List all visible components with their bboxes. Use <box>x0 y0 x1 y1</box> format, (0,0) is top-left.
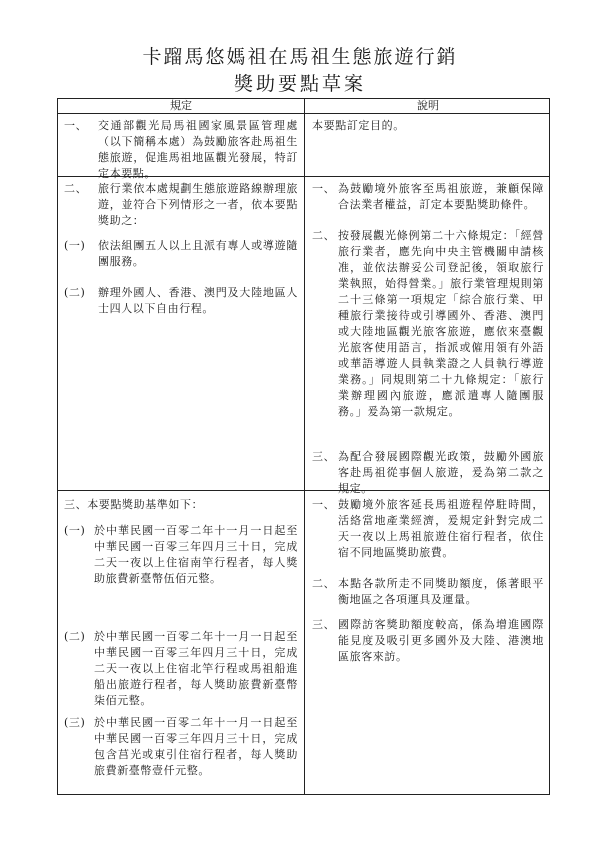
item-text: 辦理外國人、香港、澳門及大陸地區人士四人以下自由行程。 <box>98 286 298 315</box>
point-number: 三、 <box>312 618 336 631</box>
point-text: 本點各款所走不同獎助額度，係著眼平衡地區之各項運具及運量。 <box>338 577 544 606</box>
article-text: 交通部觀光局馬祖國家風景區管理處（以下簡稱本處）為鼓勵旅客赴馬祖生態旅遊，促進馬祖地區觀光發展，特訂定本要點。 <box>98 119 298 180</box>
item-text: 於中華民國一百零二年十一月一日起至中華民國一百零三年四月三十日，完成包含莒光或東引住宿行程者，每人獎助旅費新臺幣壹仟元整。 <box>94 716 298 777</box>
header-divider <box>58 113 549 114</box>
point-text: 為鼓勵境外旅客至馬祖旅遊，兼顧保障合法業者權益，訂定本要點獎助條件。 <box>338 182 544 211</box>
article-3 <box>64 497 298 513</box>
explanation-2-point-2 <box>312 228 544 420</box>
article-number: 二、 <box>64 182 88 195</box>
point-text: 為配合發展國際觀光政策，鼓勵外國旅客赴馬祖從事個人旅遊，爰為第二款之規定。 <box>338 450 544 495</box>
explanation-2-point-3 <box>312 449 544 497</box>
item-number: (三) <box>64 716 86 729</box>
item-number: (二) <box>64 630 86 643</box>
point-number: 二、 <box>312 229 336 242</box>
item-number: (一) <box>64 239 86 252</box>
point-number: 三、 <box>312 450 336 463</box>
header-regulation: 規定 <box>170 99 192 112</box>
item-number: (一) <box>64 524 86 537</box>
point-text: 按發展觀光條例第二十六條規定：「經營旅行業者，應先向中央主管機關申請核准，並依法辦妥公司登記後，領取旅行業執照，始得營業。」旅行業管理規則第二十三條第一項規定「綜合旅行業、甲種旅行業接待或引導國外、香港、澳門或大陸地區觀光旅客旅遊，應依來臺觀光旅客使用語言，指派或僱用領有外語或華語導遊人員執業證之人員執行導遊業務。」同規則第二十九條規定：「旅行業辦理國內旅遊，應派遣專人隨團服務。」爰為第一款規定。 <box>338 229 544 418</box>
article-text: 旅行業依本處規劃生態旅遊路線辦理旅遊，並符合下列情形之一者，依本要點獎助之： <box>98 182 298 227</box>
explanation-1 <box>312 118 544 134</box>
regulation-table <box>57 98 550 795</box>
point-number: 一、 <box>312 498 336 511</box>
point-text: 鼓勵境外旅客延長馬祖遊程停駐時間，活絡當地產業經濟，爰規定針對完成二天一夜以上馬祖旅遊住宿行程者，依住宿不同地區獎助旅費。 <box>338 498 544 559</box>
point-text: 國際訪客獎助額度較高，係為增進國際能見度及吸引更多國外及大陸、港澳地區旅客來訪。 <box>338 618 544 663</box>
article-number: 三、 <box>64 498 88 511</box>
article-3-item-1 <box>64 523 298 587</box>
article-text <box>64 497 298 513</box>
article-2-item-1 <box>64 238 298 270</box>
column-divider <box>304 99 305 794</box>
article-1 <box>64 118 298 182</box>
item-text: 於中華民國一百零二年十一月一日起至中華民國一百零三年四月三十日，完成二天一夜以上住宿南竿行程者，每人獎助旅費新臺幣伍佰元整。 <box>94 524 298 585</box>
explanation-3-point-2 <box>312 576 544 608</box>
explanation-3-point-1 <box>312 497 544 561</box>
article-2-item-2 <box>64 285 298 317</box>
explanation-2-point-1 <box>312 181 544 213</box>
article-2 <box>64 181 298 229</box>
point-number: 一、 <box>312 182 336 195</box>
item-number: (二) <box>64 286 86 299</box>
article-3-item-2 <box>64 629 298 709</box>
document-subtitle: 獎助要點草案 <box>233 73 366 95</box>
document-title: 卡蹓馬悠媽祖在馬祖生態旅遊行銷 <box>142 46 458 68</box>
explanation-3-point-3 <box>312 617 544 665</box>
header-explanation: 說明 <box>417 99 439 112</box>
item-text: 於中華民國一百零二年十一月一日起至中華民國一百零三年四月三十日，完成二天一夜以上住宿北竿行程或馬祖船進船出旅遊行程者，每人獎助旅費新臺幣柒佰元整。 <box>94 630 298 707</box>
explanation-text: 本要點訂定目的。 <box>312 119 405 132</box>
article-3-item-3 <box>64 715 298 779</box>
point-number: 二、 <box>312 577 336 590</box>
item-text: 依法組團五人以上且派有專人或導遊隨團服務。 <box>98 239 298 268</box>
article-body: 本要點獎助基準如下： <box>87 498 204 511</box>
article-number: 一、 <box>64 119 88 132</box>
